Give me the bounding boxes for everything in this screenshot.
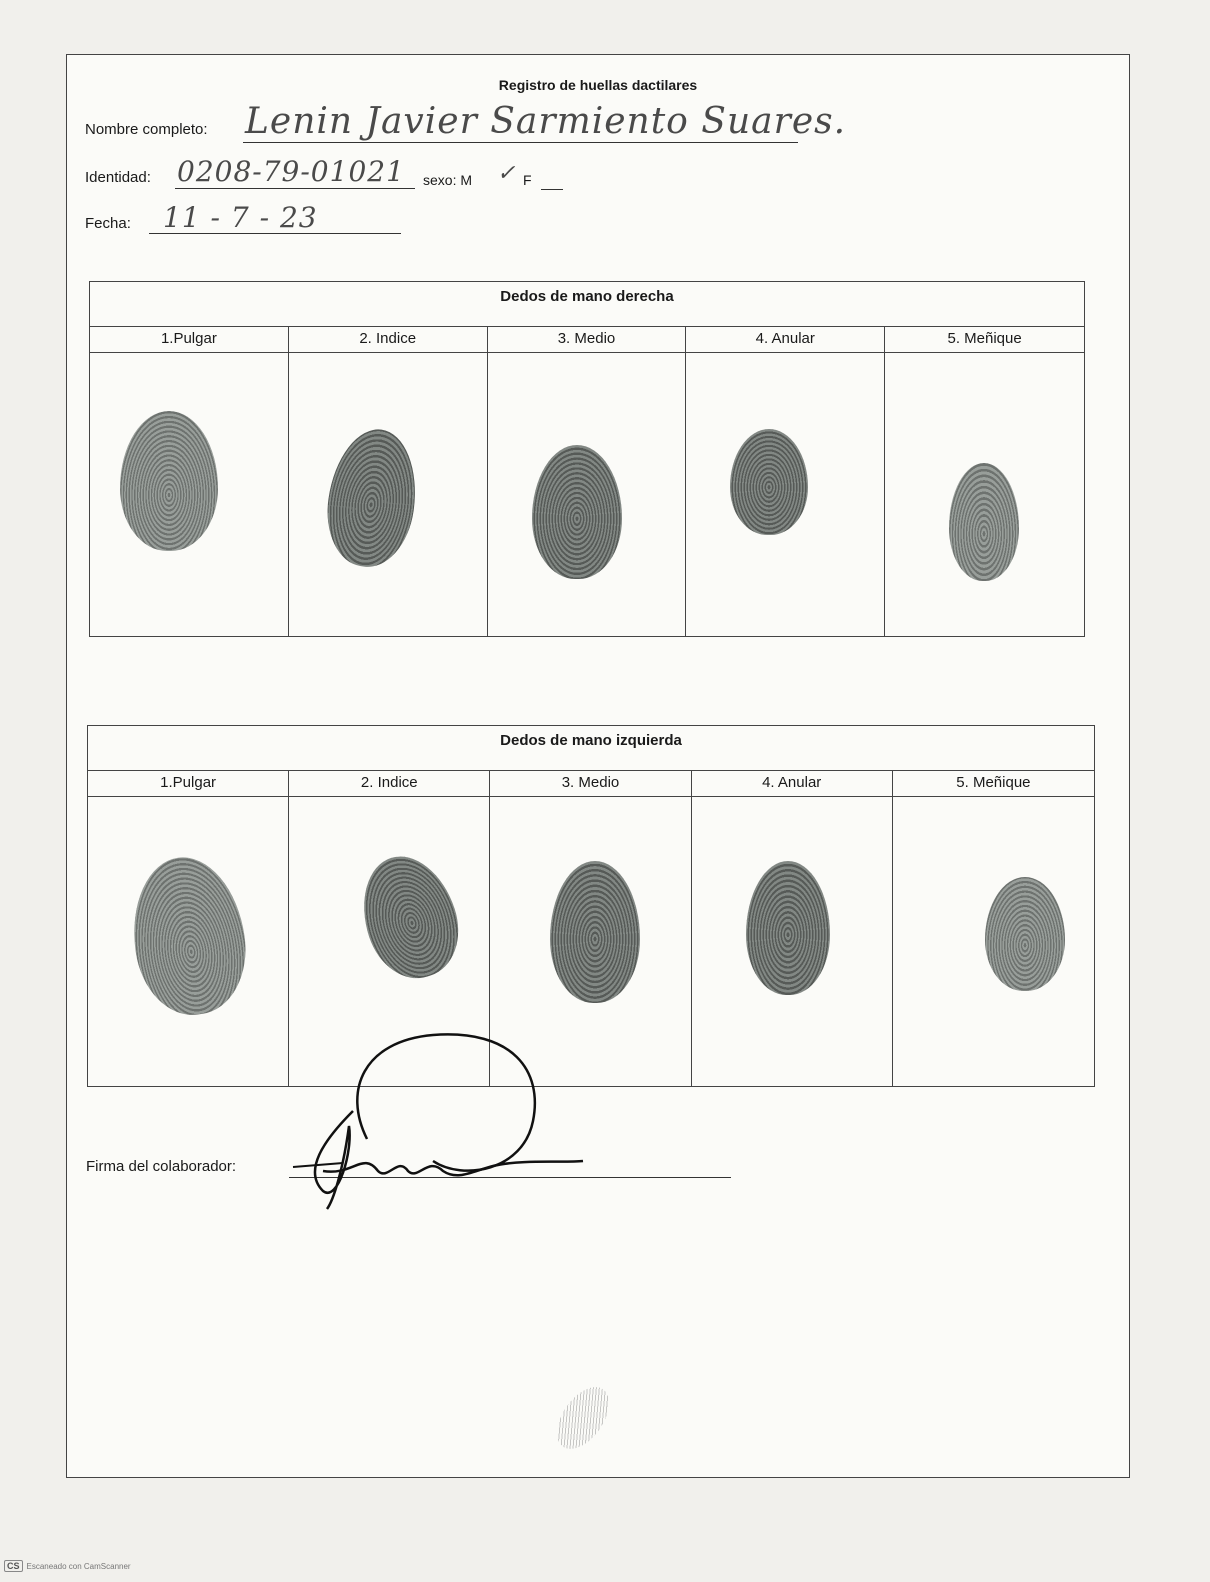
left-thumb-header: 1.Pulgar (88, 771, 289, 797)
signature-initial (315, 1111, 353, 1209)
sex-female-underline (541, 189, 563, 190)
left-middle-print (550, 861, 640, 1003)
right-thumb-cell (90, 353, 289, 636)
sex-label: sexo: M (423, 172, 473, 188)
date-underline (149, 233, 401, 234)
sex-male-mark: ✓ (497, 161, 517, 186)
sex-female-label: F (523, 172, 532, 188)
right-middle-header: 3. Medio (488, 327, 687, 353)
scanner-footer (4, 1560, 131, 1572)
right-hand-title: Dedos de mano derecha (500, 288, 674, 305)
signature-cross (293, 1163, 343, 1167)
left-hand-title: Dedos de mano izquierda (500, 732, 682, 749)
left-middle-header: 3. Medio (490, 771, 691, 797)
id-underline (175, 188, 415, 189)
signature-drawing (283, 1031, 613, 1211)
fingerprint-form-page (66, 54, 1130, 1478)
right-pinky-header: 5. Meñique (885, 327, 1084, 353)
name-underline (243, 142, 798, 143)
ink-smudge (547, 1378, 620, 1458)
right-pinky-cell (885, 353, 1084, 636)
id-label: Identidad: (85, 169, 151, 186)
right-ring-cell (686, 353, 885, 636)
left-ring-print (746, 861, 830, 995)
camscanner-logo: CS (4, 1560, 23, 1572)
form-title: Registro de huellas dactilares (498, 77, 698, 93)
right-index-cell (289, 353, 488, 636)
left-thumb-print (124, 850, 255, 1022)
name-value: Lenin Javier Sarmiento Suares. (245, 101, 847, 142)
signature-label: Firma del colaborador: (86, 1158, 237, 1175)
right-thumb-print (120, 411, 218, 551)
signature-loop (357, 1034, 535, 1170)
date-label: Fecha: (85, 215, 131, 232)
right-pinky-print (949, 463, 1019, 581)
right-hand-grid (90, 326, 1084, 636)
right-middle-cell (488, 353, 687, 636)
left-thumb-cell (88, 797, 289, 1086)
right-ring-header: 4. Anular (686, 327, 885, 353)
right-ring-print (730, 429, 808, 535)
left-ring-header: 4. Anular (692, 771, 893, 797)
right-thumb-header: 1.Pulgar (90, 327, 289, 353)
right-index-header: 2. Indice (289, 327, 488, 353)
left-index-header: 2. Indice (289, 771, 490, 797)
left-ring-cell (692, 797, 893, 1086)
right-index-print (320, 424, 424, 573)
left-pinky-print (985, 877, 1065, 991)
footer-text: Escaneado con CamScanner (26, 1561, 131, 1571)
id-value: 0208-79-01021 (177, 155, 405, 188)
left-pinky-cell (893, 797, 1094, 1086)
left-index-print (348, 844, 472, 990)
date-value: 11 - 7 - 23 (163, 201, 318, 234)
name-label: Nombre completo: (85, 121, 208, 138)
left-pinky-header: 5. Meñique (893, 771, 1094, 797)
right-hand-section (89, 281, 1085, 637)
right-middle-print (532, 445, 622, 579)
